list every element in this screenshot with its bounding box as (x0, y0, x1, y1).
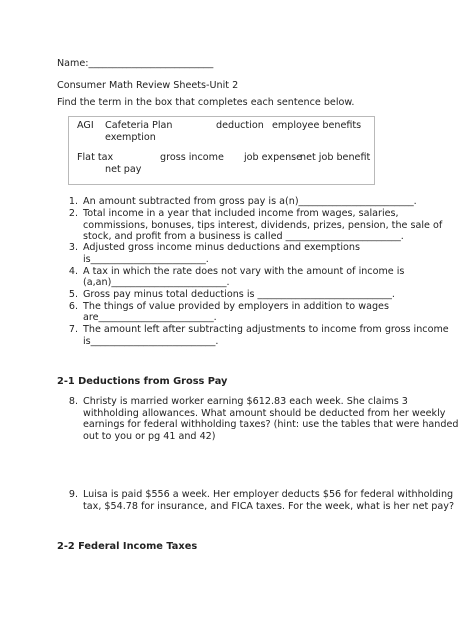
question-number: 4. (68, 266, 78, 277)
question-text: An amount subtracted from gross pay is a(n)________________________. (83, 196, 417, 207)
question-text: Christy is married worker earning $612.83 each week. She claims 3 (83, 396, 408, 407)
question-text: is__________________________. (83, 336, 219, 347)
question-text: are________________________. (83, 312, 217, 323)
question-text: out to you or pg 41 and 42) (83, 431, 216, 442)
question-text: withholding allowances. What amount should be deducted from her weekly (83, 408, 446, 419)
word-bank-term: Cafeteria Plan (105, 120, 173, 131)
question-number: 6. (68, 301, 78, 312)
question-number: 2. (68, 208, 78, 219)
question-text: A tax in which the rate does not vary with the amount of income is (83, 266, 405, 277)
word-bank-term: net pay (105, 164, 142, 175)
question-text: Adjusted gross income minus deductions and exemptions (83, 242, 360, 253)
question-text: earnings for federal withholding taxes? (hint: use the tables that were handed (83, 419, 459, 430)
word-bank-term: AGI (77, 120, 94, 131)
word-bank-term: exemption (105, 132, 156, 143)
word-bank-term: deduction (216, 120, 264, 131)
question-number: 9. (68, 489, 78, 500)
question-text: (a,an)________________________. (83, 277, 230, 288)
question-text: tax, $54.78 for insurance, and FICA taxes. For the week, what is her net pay? (83, 501, 455, 512)
question-text: The things of value provided by employers in addition to wages (83, 301, 389, 312)
word-bank-term: employee benefits (272, 120, 362, 131)
word-bank-term: Flat tax (77, 152, 114, 163)
question-text: Total income in a year that included income from wages, salaries, (83, 208, 399, 219)
name-line: Name:__________________________ (57, 58, 214, 69)
question-text: The amount left after subtracting adjustments to income from gross income (83, 324, 449, 335)
section-heading: 2-1 Deductions from Gross Pay (57, 376, 228, 387)
question-text: Gross pay minus total deductions is ____________________________. (83, 289, 395, 300)
section-heading: 2-2 Federal Income Taxes (57, 541, 198, 552)
question-number: 7. (68, 324, 78, 335)
question-text: stock, and profit from a business is called ________________________. (83, 231, 404, 242)
question-number: 8. (68, 396, 78, 407)
question-number: 3. (68, 242, 78, 253)
question-number: 5. (68, 289, 78, 300)
question-text: is________________________. (83, 254, 209, 265)
word-bank-box (68, 116, 375, 185)
question-text: commissions, bonuses, tips interest, dividends, prizes, pension, the sale of (83, 220, 443, 231)
question-number: 1. (68, 196, 78, 207)
question-text: Luisa is paid $556 a week. Her employer deducts $56 for federal withholding (83, 489, 454, 500)
document-title: Consumer Math Review Sheets-Unit 2 (57, 80, 239, 91)
word-bank-term: net job benefit (300, 152, 371, 163)
word-bank-term: gross income (160, 152, 224, 163)
word-bank-term: job expense (244, 152, 303, 163)
instructions: Find the term in the box that completes each sentence below. (57, 97, 355, 108)
